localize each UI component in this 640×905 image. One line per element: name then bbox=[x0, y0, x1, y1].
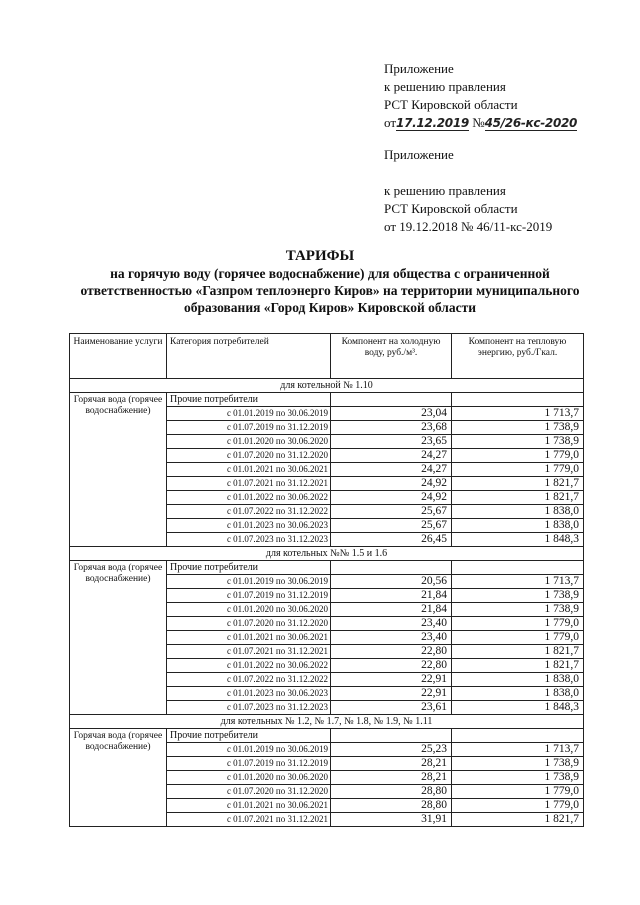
water-value: 26,45 bbox=[331, 533, 452, 547]
water-value: 22,80 bbox=[331, 659, 452, 673]
group-title: для котельных №№ 1.5 и 1.6 bbox=[70, 547, 584, 561]
period-cell: с 01.01.2023 по 30.06.2023 bbox=[167, 687, 331, 701]
energy-value: 1 738,9 bbox=[452, 757, 584, 771]
category-name: Прочие потребители bbox=[167, 729, 331, 743]
period-cell: с 01.01.2023 по 30.06.2023 bbox=[167, 519, 331, 533]
energy-value: 1 821,7 bbox=[452, 659, 584, 673]
period-cell: с 01.07.2020 по 31.12.2020 bbox=[167, 449, 331, 463]
period-cell: с 01.07.2019 по 31.12.2019 bbox=[167, 589, 331, 603]
group-header-row bbox=[70, 379, 584, 393]
appendix-new-from-label: от bbox=[384, 115, 397, 130]
energy-value: 1 713,7 bbox=[452, 407, 584, 421]
energy-value: 1 821,7 bbox=[452, 491, 584, 505]
energy-value: 1 738,9 bbox=[452, 603, 584, 617]
water-value: 23,65 bbox=[331, 435, 452, 449]
appendix-new bbox=[384, 60, 577, 132]
water-value: 25,23 bbox=[331, 743, 452, 757]
header-service: Наименование услуги bbox=[70, 334, 167, 379]
period-cell: с 01.07.2022 по 31.12.2022 bbox=[167, 673, 331, 687]
water-value: 20,56 bbox=[331, 575, 452, 589]
energy-value: 1 738,9 bbox=[452, 435, 584, 449]
appendix-new-number: 45/26-кс-2020 bbox=[484, 116, 578, 130]
empty-cell bbox=[331, 393, 452, 407]
period-cell: с 01.01.2019 по 30.06.2019 bbox=[167, 743, 331, 757]
water-value: 28,80 bbox=[331, 799, 452, 813]
appendix-new-line3: РСТ Кировской области bbox=[384, 97, 518, 112]
period-cell: с 01.01.2020 по 30.06.2020 bbox=[167, 435, 331, 449]
energy-value: 1 779,0 bbox=[452, 785, 584, 799]
group-header-row bbox=[70, 715, 584, 729]
appendix-old bbox=[384, 146, 552, 236]
water-value: 24,92 bbox=[331, 477, 452, 491]
water-value: 25,67 bbox=[331, 505, 452, 519]
appendix-old-line2: к решению правления bbox=[384, 183, 506, 198]
water-value: 23,40 bbox=[331, 617, 452, 631]
energy-value: 1 713,7 bbox=[452, 575, 584, 589]
energy-value: 1 838,0 bbox=[452, 673, 584, 687]
water-value: 23,40 bbox=[331, 631, 452, 645]
water-value: 21,84 bbox=[331, 589, 452, 603]
water-value: 23,68 bbox=[331, 421, 452, 435]
appendix-new-line1: Приложение bbox=[384, 61, 454, 76]
period-cell: с 01.07.2022 по 31.12.2022 bbox=[167, 505, 331, 519]
water-value: 25,67 bbox=[331, 519, 452, 533]
header-energy: Компонент на тепловую энергию, руб./Гкал. bbox=[452, 334, 584, 379]
service-name: Горячая вода (горячее водоснабжение) bbox=[70, 729, 167, 827]
water-value: 22,80 bbox=[331, 645, 452, 659]
header-water: Компонент на холодную воду, руб./м³. bbox=[331, 334, 452, 379]
appendix-new-line4 bbox=[384, 114, 577, 132]
period-cell: с 01.07.2020 по 31.12.2020 bbox=[167, 617, 331, 631]
energy-value: 1 779,0 bbox=[452, 463, 584, 477]
document-subtitle: на горячую воду (горячее водоснабжение) для общества с ограниченной ответственностью «Газпром теплоэнерго Киров» на территории муниципального образования «Город Киров» Кировской области bbox=[80, 266, 580, 315]
period-cell: с 01.07.2019 по 31.12.2019 bbox=[167, 757, 331, 771]
water-value: 24,27 bbox=[331, 463, 452, 477]
energy-value: 1 848,3 bbox=[452, 533, 584, 547]
period-cell: с 01.07.2019 по 31.12.2019 bbox=[167, 421, 331, 435]
group-header-row bbox=[70, 547, 584, 561]
water-value: 28,80 bbox=[331, 785, 452, 799]
appendix-new-date: 17.12.2019 bbox=[396, 116, 469, 130]
period-cell: с 01.01.2022 по 30.06.2022 bbox=[167, 491, 331, 505]
document-title: ТАРИФЫ bbox=[285, 248, 355, 264]
appendix-old-line4: от 19.12.2018 № 46/11-кс-2019 bbox=[384, 219, 553, 234]
appendix-old-line1: Приложение bbox=[384, 147, 454, 162]
energy-value: 1 738,9 bbox=[452, 771, 584, 785]
water-value: 23,61 bbox=[331, 701, 452, 715]
period-cell: с 01.07.2023 по 31.12.2023 bbox=[167, 701, 331, 715]
period-cell: с 01.01.2021 по 30.06.2021 bbox=[167, 631, 331, 645]
appendix-new-line2: к решению правления bbox=[384, 79, 506, 94]
period-cell: с 01.01.2021 по 30.06.2021 bbox=[167, 463, 331, 477]
category-row bbox=[70, 393, 584, 407]
period-cell: с 01.07.2020 по 31.12.2020 bbox=[167, 785, 331, 799]
energy-value: 1 821,7 bbox=[452, 813, 584, 827]
energy-value: 1 821,7 bbox=[452, 477, 584, 491]
energy-value: 1 779,0 bbox=[452, 799, 584, 813]
energy-value: 1 838,0 bbox=[452, 687, 584, 701]
category-row bbox=[70, 561, 584, 575]
water-value: 21,84 bbox=[331, 603, 452, 617]
period-cell: с 01.07.2021 по 31.12.2021 bbox=[167, 813, 331, 827]
energy-value: 1 838,0 bbox=[452, 519, 584, 533]
table-header-row bbox=[70, 334, 584, 379]
water-value: 22,91 bbox=[331, 687, 452, 701]
service-name: Горячая вода (горячее водоснабжение) bbox=[70, 561, 167, 715]
energy-value: 1 738,9 bbox=[452, 421, 584, 435]
empty-cell bbox=[331, 561, 452, 575]
energy-value: 1 738,9 bbox=[452, 589, 584, 603]
period-cell: с 01.01.2020 по 30.06.2020 bbox=[167, 771, 331, 785]
tariff-table bbox=[69, 333, 584, 827]
period-cell: с 01.01.2021 по 30.06.2021 bbox=[167, 799, 331, 813]
water-value: 23,04 bbox=[331, 407, 452, 421]
category-row bbox=[70, 729, 584, 743]
appendix-new-no-label: № bbox=[472, 115, 485, 130]
period-cell: с 01.07.2021 по 31.12.2021 bbox=[167, 645, 331, 659]
group-title: для котельной № 1.10 bbox=[70, 379, 584, 393]
empty-cell bbox=[331, 729, 452, 743]
water-value: 31,91 bbox=[331, 813, 452, 827]
water-value: 24,27 bbox=[331, 449, 452, 463]
energy-value: 1 848,3 bbox=[452, 701, 584, 715]
energy-value: 1 779,0 bbox=[452, 631, 584, 645]
period-cell: с 01.07.2021 по 31.12.2021 bbox=[167, 477, 331, 491]
period-cell: с 01.01.2019 по 30.06.2019 bbox=[167, 575, 331, 589]
period-cell: с 01.01.2020 по 30.06.2020 bbox=[167, 603, 331, 617]
empty-cell bbox=[452, 561, 584, 575]
category-name: Прочие потребители bbox=[167, 561, 331, 575]
water-value: 28,21 bbox=[331, 757, 452, 771]
water-value: 24,92 bbox=[331, 491, 452, 505]
appendix-old-line3: РСТ Кировской области bbox=[384, 201, 518, 216]
energy-value: 1 779,0 bbox=[452, 449, 584, 463]
period-cell: с 01.07.2023 по 31.12.2023 bbox=[167, 533, 331, 547]
header-category: Категория потребителей bbox=[167, 334, 331, 379]
period-cell: с 01.01.2022 по 30.06.2022 bbox=[167, 659, 331, 673]
empty-cell bbox=[452, 393, 584, 407]
group-title: для котельных № 1.2, № 1.7, № 1.8, № 1.9, № 1.11 bbox=[70, 715, 584, 729]
water-value: 28,21 bbox=[331, 771, 452, 785]
empty-cell bbox=[452, 729, 584, 743]
energy-value: 1 838,0 bbox=[452, 505, 584, 519]
water-value: 22,91 bbox=[331, 673, 452, 687]
category-name: Прочие потребители bbox=[167, 393, 331, 407]
period-cell: с 01.01.2019 по 30.06.2019 bbox=[167, 407, 331, 421]
energy-value: 1 713,7 bbox=[452, 743, 584, 757]
energy-value: 1 821,7 bbox=[452, 645, 584, 659]
service-name: Горячая вода (горячее водоснабжение) bbox=[70, 393, 167, 547]
energy-value: 1 779,0 bbox=[452, 617, 584, 631]
